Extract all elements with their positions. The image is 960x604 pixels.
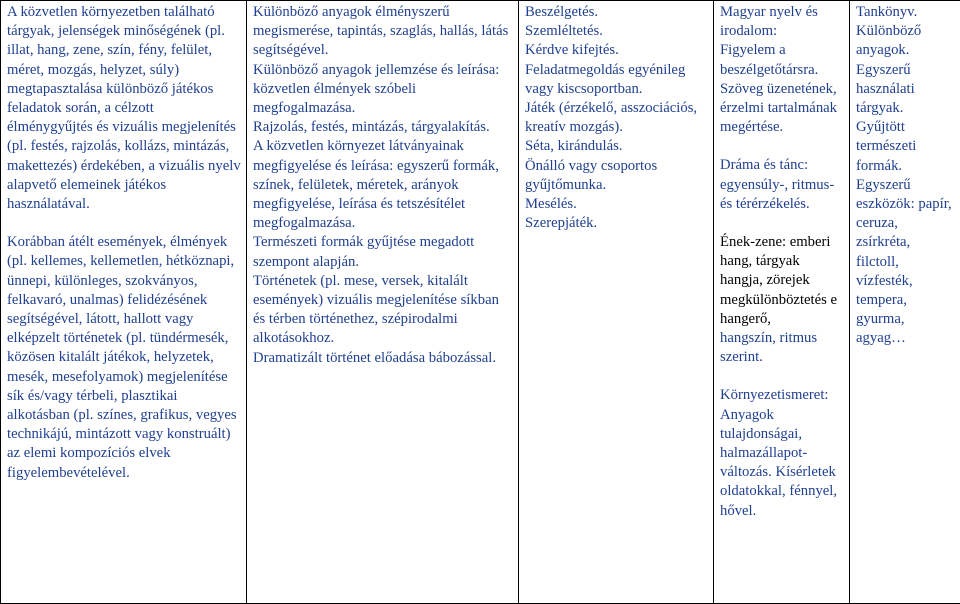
methods-cell [519,1,714,604]
subject-text: Anyagok tulajdonságai, halmazállapot-változás. Kísérletek oldatokkal, fénnyel, hővel. [720,406,838,519]
method-item: Feladatmegoldás egyénileg vagy kiscsoportban. [525,61,686,97]
method-item: Séta, kirándulás. [525,138,623,155]
subject-title-drama: Dráma és tánc: [720,157,809,174]
table-row [1,1,960,604]
activities-cell [247,1,519,604]
method-item: Önálló vagy csoportos gyűjtőmunka. [525,157,658,193]
tool-item: Egyszerű használati tárgyak. [856,61,915,117]
paragraph-direct-environment: A közvetlen környezetben található tárgyak, jelenségek minőségének (pl. illat, hang, zene, szín, fény, felület, méret, mozgás, helyzet, súly) megtapasztalása különböző játékos feladatok során, a célzott élménygyűjtés és vizuális megjelenítés (pl. festés, rajzolás, kollázs, mintázás, makettezés) érdekében, a vizuális nyelv alapvető elemeinek játékos használatával. [7,4,241,213]
activity-paragraph: A közvetlen környezet látványainak megfigyelése és leírása: egyszerű formák, színek, felületek, méretek, arányok megfigyelése, leírása és tetszésítélet megfogalmazása. [253,138,499,232]
subject-text: emberi hang, tárgyak hangja, zörejek megkülönböztetés e hangerő, [720,234,838,327]
tool-item: Gyűjtött természeti formák. [856,119,917,174]
method-item: Szerepjáték. [525,215,598,232]
tool-item: Tankönyv. [856,4,918,20]
tools-cell [850,1,960,604]
subject-text: Szöveg üzenetének, érzelmi tartalmának megértése. [720,80,838,136]
activity-paragraph: Természeti formák gyűjtése megadott szempont alapján. [253,234,475,270]
method-item: Mesélés. [525,196,577,213]
content-cell [1,1,247,604]
subject-text: egyensúly-, ritmus- és térérzékelés. [720,176,835,212]
activity-paragraph: Rajzolás, festés, mintázás, tárgyalakítás. [253,119,490,136]
subject-text: hangszín, ritmus szerint. [720,330,818,366]
subject-title-environment: Környezetismeret: [720,387,829,404]
subject-title-music: Ének-zene: [720,234,787,251]
subject-block-music [720,233,844,329]
subject-text: Figyelem a beszélgetőtársra. [720,42,819,78]
activity-paragraph: Dramatizált történet előadása bábozással. [253,349,497,366]
links-cell [714,1,850,604]
activity-paragraph: Különböző anyagok jellemzése és leírása: közvetlen élmények szóbeli megfogalmazása. [253,61,500,117]
subject-title-hungarian: Magyar nyelv és irodalom: [720,4,818,40]
method-item: Szemléltetés. [525,23,603,40]
method-item: Kérdve kifejtés. [525,42,619,59]
paragraph-past-experiences: Korábban átélt események, élmények (pl. kellemes, kellemetlen, hétköznapi, ünnepi, különleges, szokványos, felkavaró, unalmas) felidézésének segítségével, látott, hallott vagy elképzelt történetek (pl. tündérmesék, közösen kitalált játékok, helyzetek, mesék, mesefolyamok) megjelenítése sík és/vagy térbeli, plasztikai alkotásban (pl. színes, grafikus, vegyes technikájú, mintázott vagy konstruált) az elemi kompozíciós elvek figyelembevételével. [7,234,237,481]
activity-paragraph: Történetek (pl. mese, versek, kitalált események) vizuális megjelenítése síkban és térben történethez, szépirodalmi alkotásokhoz. [253,272,499,347]
tool-item: Egyszerű eszközök: papír, ceruza, zsírkréta, filctoll, vízfesték, tempera, gyurma, agyag… [856,176,952,347]
method-item: Játék (érzékelő, asszociációs, kreatív mozgás). [525,100,698,136]
method-item: Beszélgetés. [525,4,599,20]
activity-paragraph: Különböző anyagok élményszerű megismerése, tapintás, szaglás, hallás, látás segítségével. [253,4,509,59]
tool-item: Különböző anyagok. [856,23,922,59]
